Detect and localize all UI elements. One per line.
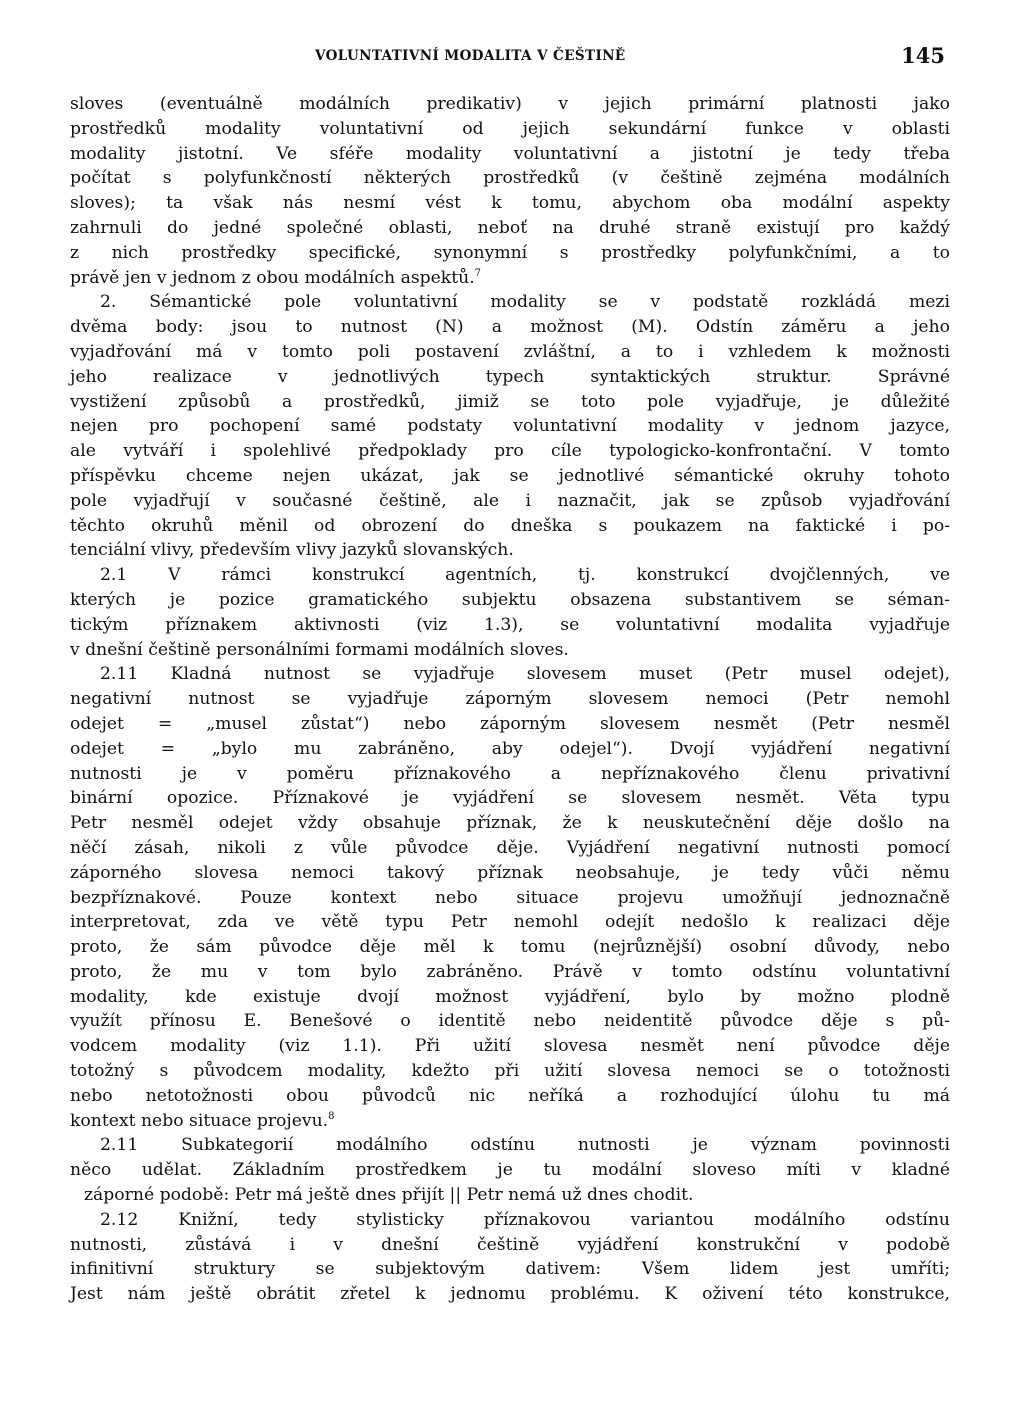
- text-line: tickým příznakem aktivnosti (viz 1.3), se voluntativní modalita vyjadřuje: [70, 614, 950, 635]
- text-line: vyjadřování má v tomto poli postavení zvláštní, a to i vzhledem k možnosti: [70, 341, 950, 362]
- footnote-ref: 8: [328, 1110, 335, 1122]
- running-title: VOLUNTATIVNÍ MODALITA V ČEŠTINĚ: [315, 48, 626, 64]
- text-line: proto, že sám původce děje měl k tomu (nejrůznější) osobní důvody, nebo: [70, 937, 950, 958]
- text-line: proto, že mu v tom bylo zabráněno. Právě v tomto odstínu voluntativní: [70, 961, 950, 982]
- text-line: z nich prostředky specifické, synonymní s prostředky polyfunkčními, a to: [70, 242, 950, 263]
- text-line: negativní nutnost se vyjadřuje záporným slovesem nemoci (Petr nemohl: [70, 689, 950, 710]
- text-line: kterých je pozice gramatického subjektu obsazena substantivem se séman-: [70, 589, 950, 610]
- text-line: binární opozice. Příznakové je vyjádření se slovesem nesmět. Věta typu: [70, 788, 950, 809]
- text-line: bezpříznakové. Pouze kontext nebo situace projevu umožňují jednoznačně: [70, 887, 950, 908]
- text-line: infinitivní struktury se subjektovým dativem: Všem lidem jest umříti;: [70, 1259, 950, 1280]
- text-span: právě jen v jednom z obou modálních aspektů.: [70, 267, 475, 288]
- text-line: nejen pro pochopení samé podstaty voluntativní modality v jednom jazyce,: [70, 416, 950, 437]
- text-line: zahrnuli do jedné společné oblasti, neboť na druhé straně existují pro každý: [70, 217, 950, 238]
- text-line: odejet = „bylo mu zabráněno, aby odejel“). Dvojí vyjádření negativní: [70, 738, 950, 759]
- text-line: počítat s polyfunkčností některých prostředků (v češtině zejména modálních: [70, 168, 950, 189]
- text-line: jeho realizace v jednotlivých typech syntaktických struktur. Správné: [70, 366, 950, 387]
- text-line: v dnešní češtině personálními formami modálních sloves.: [70, 639, 569, 660]
- text-line: 2.11 Kladná nutnost se vyjadřuje slovesem muset (Petr musel odejet),: [100, 664, 950, 685]
- text-line: prostředků modality voluntativní od jejich sekundární funkce v oblasti: [70, 118, 950, 139]
- text-line: [70, 266, 950, 291]
- text-line: pole vyjadřují v současné češtině, ale i naznačit, jak se způsob vyjadřování: [70, 490, 950, 511]
- text-line: nutnosti, zůstává i v dnešní češtině vyjádření konstrukční v podobě: [70, 1234, 950, 1255]
- text-line: něco udělat. Základním prostředkem je tu modální sloveso míti v kladné: [70, 1160, 950, 1181]
- text-line: tenciální vlivy, především vlivy jazyků slovanských.: [70, 540, 514, 561]
- text-line: dvěma body: jsou to nutnost (N) a možnost (M). Odstín záměru a jeho: [70, 317, 950, 338]
- text-line: záporného slovesa nemoci takový příznak neobsahuje, je tedy vůči němu: [70, 862, 950, 883]
- text-line: Petr nesměl odejet vždy obsahuje příznak, že k neuskutečnění děje došlo na: [70, 813, 950, 834]
- text-line: záporné podobě: Petr má ještě dnes přijít || Petr nemá už dnes chodit.: [84, 1185, 694, 1206]
- text-line: něčí zásah, nikoli z vůle původce děje. Vyjádření negativní nutnosti pomocí: [70, 837, 950, 858]
- text-line: 2.1 V rámci konstrukcí agentních, tj. konstrukcí dvojčlenných, ve: [100, 565, 950, 586]
- text-line: modality jistotní. Ve sféře modality voluntativní a jistotní je tedy třeba: [70, 143, 950, 164]
- text-line: příspěvku chceme nejen ukázat, jak se jednotlivé sémantické okruhy tohoto: [70, 465, 950, 486]
- text-line: Jest nám ještě obrátit zřetel k jednomu problému. K oživení této konstrukce,: [70, 1284, 950, 1305]
- text-line: těchto okruhů měnil od obrození do dneška s poukazem na faktické i po-: [70, 515, 950, 536]
- text-line: interpretovat, zda ve větě typu Petr nemohl odejít nedošlo k realizaci děje: [70, 912, 950, 933]
- text-line: ale vytváří i spolehlivé předpoklady pro cíle typologicko-konfrontační. V tomto: [70, 441, 950, 462]
- text-line: odejet = „musel zůstat“) nebo záporným slovesem nesmět (Petr nesměl: [70, 713, 950, 734]
- text-line: vodcem modality (viz 1.1). Při užití slovesa nesmět není původce děje: [70, 1036, 950, 1057]
- text-line: sloves (eventuálně modálních predikativ) v jejich primární platnosti jako: [70, 94, 950, 114]
- text-line: 2.12 Knižní, tedy stylisticky příznakovou variantou modálního odstínu: [100, 1209, 950, 1230]
- body-text: [70, 92, 950, 1307]
- text-span: kontext nebo situace projevu.: [70, 1110, 329, 1131]
- text-line: totožný s původcem modality, kdežto při užití slovesa nemoci se o totožnosti: [70, 1061, 950, 1082]
- page-number: 145: [901, 43, 945, 68]
- text-line: nutnosti je v poměru příznakového a nepříznakového členu privativní: [70, 763, 950, 784]
- text-line: nebo netotožnosti obou původců nic neříká a rozhodující úlohu tu má: [70, 1085, 950, 1106]
- text-line: [70, 1109, 950, 1134]
- text-line: využít přínosu E. Benešové o identitě nebo neidentitě původce děje s pů-: [70, 1011, 950, 1032]
- footnote-ref: 7: [474, 267, 482, 279]
- text-line: sloves); ta však nás nesmí vést k tomu, abychom oba modální aspekty: [70, 193, 950, 214]
- text-line: vystižení způsobů a prostředků, jimiž se toto pole vyjadřuje, je důležité: [70, 391, 950, 412]
- text-line: 2.11 Subkategorií modálního odstínu nutnosti je význam povinnosti: [100, 1135, 950, 1156]
- text-line: 2. Sémantické pole voluntativní modality se v podstatě rozkládá mezi: [100, 292, 950, 313]
- text-line: modality, kde existuje dvojí možnost vyjádření, bylo by možno plodně: [70, 986, 950, 1007]
